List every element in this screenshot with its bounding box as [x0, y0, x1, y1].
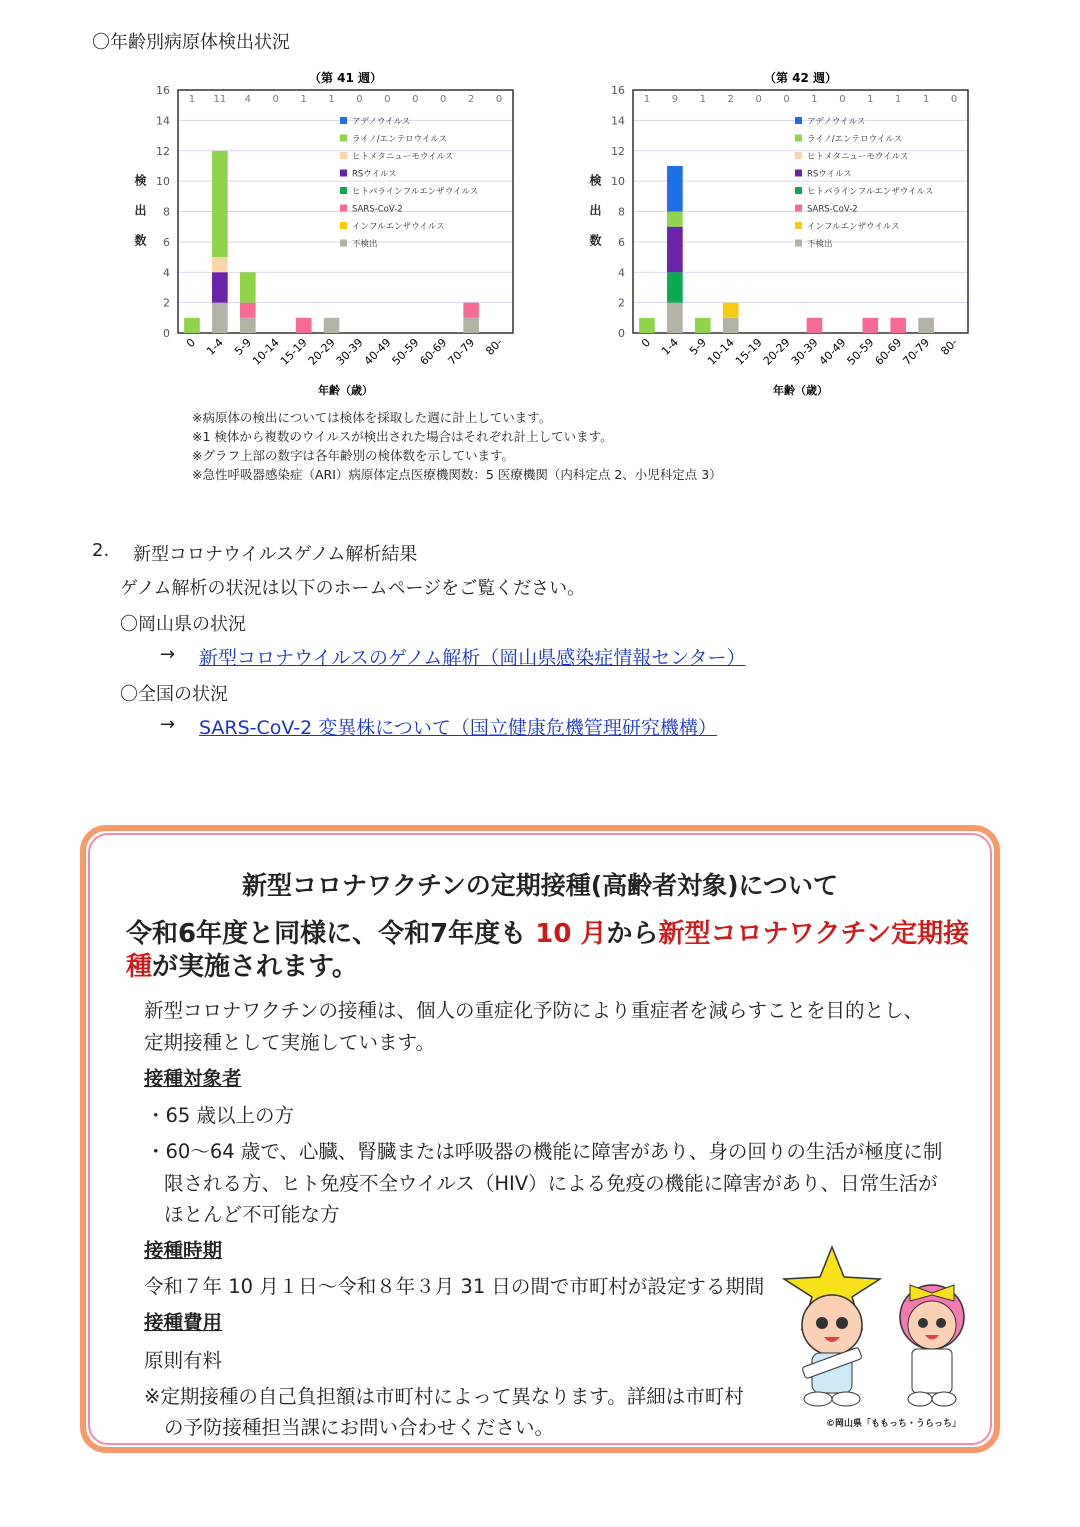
legend-swatch: [340, 222, 347, 229]
x-tick-label: 60-69: [417, 335, 450, 368]
specimen-count: 0: [839, 94, 846, 105]
bar-segment: [667, 272, 683, 302]
legend-label: 不検出: [352, 239, 378, 250]
y-tick-label: 16: [156, 84, 170, 97]
lead-month: 10 月: [535, 919, 607, 949]
desc: 新型コロナワクチンの接種は、個人の重症化予防により重症者を減らすことを目的とし、: [144, 999, 924, 1022]
legend-label: アデノウイルス: [352, 117, 411, 127]
bar-segment: [240, 272, 256, 302]
legend-label: ライノ/エンテロウイルス: [352, 134, 448, 145]
section2-number: 2.: [92, 540, 110, 561]
legend-label: SARS-CoV-2: [807, 204, 858, 215]
y-tick-label: 6: [618, 235, 625, 249]
legend-swatch: [340, 117, 347, 124]
legend-swatch: [795, 240, 802, 247]
x-tick-label: 1-4: [204, 335, 226, 358]
mascot-illustration: [782, 1245, 992, 1410]
specimen-count: 0: [783, 94, 790, 105]
legend-label: ヒトメタニューモウイルス: [352, 152, 454, 162]
national-variant-link[interactable]: SARS-CoV-2 変異株について（国立健康危機管理研究機構）: [199, 717, 717, 739]
okayama-genome-link[interactable]: 新型コロナウイルスのゲノム解析（岡山県感染症情報センター）: [199, 647, 746, 669]
legend-swatch: [340, 135, 347, 142]
arrow-icon: →: [160, 644, 176, 665]
lead-highlight: 新型コロナワクチン定期接種: [126, 919, 970, 982]
bar-segment: [240, 303, 256, 318]
y-tick-label: 4: [163, 266, 170, 280]
x-tick-label: 70-79: [445, 335, 478, 368]
vaccine-box-title: 新型コロナワクチンの定期接種(高齢者対象)について: [241, 871, 839, 900]
specimen-count: 1: [699, 94, 706, 105]
national-label: 〇全国の状況: [120, 684, 228, 705]
bar-segment: [212, 257, 228, 272]
legend-swatch: [340, 152, 347, 159]
chart-week41: [130, 68, 570, 398]
specimen-count: 0: [356, 94, 363, 105]
bar-segment: [240, 318, 256, 333]
x-tick-label: 80-: [938, 335, 961, 358]
section-heading: 〇年齢別病原体検出状況: [92, 32, 290, 53]
legend-label: アデノウイルス: [807, 117, 866, 127]
y-tick-label: 8: [163, 205, 170, 219]
section2-intro: ゲノム解析の状況は以下のホームページをご覧ください。: [120, 578, 586, 599]
bar-segment: [723, 303, 739, 318]
legend-swatch: [340, 170, 347, 177]
specimen-count: 1: [300, 94, 307, 105]
bar-segment: [807, 318, 823, 333]
specimen-count: 2: [467, 94, 475, 105]
note: ※急性呼吸器感染症（ARI）病原体定点医療機関数：5 医療機関（内科定点 2、小児科定点 3）: [192, 467, 722, 482]
vaccine-lead: [126, 918, 976, 984]
target-item: ・65 歳以上の方: [146, 1104, 295, 1127]
y-tick-label: 0: [618, 327, 625, 340]
x-tick-label: 30-39: [333, 335, 366, 368]
legend-swatch: [795, 152, 802, 159]
legend-swatch: [340, 187, 347, 194]
desc: 定期接種として実施しています。: [144, 1031, 435, 1054]
x-tick-label: 15-19: [277, 335, 310, 368]
lead-text: が実施されます。: [152, 952, 358, 982]
bar-segment: [212, 303, 228, 333]
specimen-count: 2: [727, 94, 734, 105]
bar-segment: [890, 318, 906, 333]
legend-label: 不検出: [807, 239, 833, 250]
y-tick-label: 10: [611, 175, 625, 189]
y-axis-label: 検出数: [588, 174, 602, 264]
y-tick-label: 8: [618, 205, 625, 219]
legend-swatch: [795, 205, 802, 212]
y-tick-label: 4: [618, 266, 625, 280]
legend-swatch: [795, 187, 802, 194]
bar-segment: [463, 303, 479, 318]
period-heading: 接種時期: [144, 1239, 223, 1262]
x-tick-label: 80-: [483, 335, 506, 358]
specimen-count: 1: [922, 94, 930, 105]
x-tick-label: 15-19: [732, 335, 765, 368]
x-tick-label: 5-9: [232, 335, 254, 358]
bar-segment: [324, 318, 340, 333]
bar-segment: [667, 212, 683, 227]
x-tick-label: 30-39: [788, 335, 821, 368]
x-tick-label: 60-69: [872, 335, 905, 368]
section2-title: 新型コロナウイルスゲノム解析結果: [133, 544, 418, 565]
x-tick-label: 70-79: [900, 335, 933, 368]
lead-text: 令和6年度と同様に、令和7年度も: [126, 919, 536, 949]
arrow-icon: →: [160, 714, 176, 735]
specimen-count: 1: [867, 94, 874, 105]
x-axis-label: 年齢（歳）: [318, 384, 373, 397]
x-tick-label: 1-4: [659, 335, 681, 358]
y-tick-label: 10: [156, 175, 170, 189]
x-tick-label: 10-14: [250, 335, 282, 368]
y-tick-label: 14: [611, 114, 625, 128]
specimen-count: 0: [384, 94, 391, 105]
specimen-count: 0: [495, 94, 503, 105]
mascot-credit: ©岡山県「ももっち・うらっち」: [826, 1419, 962, 1429]
bar-segment: [667, 227, 683, 273]
specimen-count: 1: [895, 94, 902, 105]
bar-segment: [463, 318, 479, 333]
legend-label: SARS-CoV-2: [352, 204, 403, 215]
specimen-count: 1: [811, 94, 818, 105]
y-tick-label: 12: [156, 144, 170, 158]
y-tick-label: 16: [611, 84, 625, 97]
chart-title: （第 41 週）: [308, 71, 383, 85]
chart-week42: [585, 68, 1025, 398]
specimen-count: 11: [213, 94, 227, 105]
x-tick-label: 10-14: [705, 335, 737, 368]
x-tick-label: 40-49: [816, 335, 849, 368]
period: 令和７年 10 月１日～令和８年３月 31 日の間で市町村が設定する期間: [144, 1275, 765, 1298]
cost-heading: 接種費用: [144, 1311, 223, 1334]
y-tick-label: 0: [163, 327, 170, 340]
legend-label: インフルエンザウイルス: [352, 222, 445, 232]
cost-note: の予防接種担当課にお問い合わせください。: [164, 1416, 555, 1439]
y-tick-label: 2: [163, 296, 170, 310]
legend-swatch: [340, 205, 347, 212]
legend-label: ヒトパラインフルエンザウイルス: [352, 187, 479, 197]
legend-swatch: [795, 117, 802, 124]
x-tick-label: 0: [183, 335, 199, 351]
bar-segment: [667, 166, 683, 212]
target-item: 限される方、ヒト免疫不全ウイルス（HIV）による免疫の機能に障害があり、日常生活が: [164, 1172, 938, 1195]
note: ※病原体の検出については検体を採取した週に計上しています。: [192, 410, 552, 425]
legend-swatch: [340, 240, 347, 247]
y-tick-label: 6: [163, 235, 170, 249]
bar-segment: [296, 318, 312, 333]
target-item: ほとんど不可能な方: [164, 1203, 340, 1226]
target-item: ・60～64 歳で、心臓、腎臓または呼吸器の機能に障害があり、身の回りの生活が極度に制: [146, 1140, 943, 1163]
bar-segment: [862, 318, 878, 333]
bar-segment: [918, 318, 934, 333]
legend-label: RSウイルス: [807, 169, 852, 180]
specimen-count: 0: [950, 94, 958, 105]
x-tick-label: 50-59: [844, 335, 877, 368]
y-tick-label: 2: [618, 296, 625, 310]
x-tick-label: 0: [638, 335, 654, 351]
x-tick-label: 20-29: [760, 335, 793, 368]
chart-notes: [192, 408, 722, 484]
bar-segment: [723, 318, 739, 333]
note: ※グラフ上部の数字は各年齢別の検体数を示しています。: [192, 448, 514, 463]
y-tick-label: 14: [156, 114, 170, 128]
okayama-label: 〇岡山県の状況: [120, 614, 246, 635]
bar-segment: [184, 318, 200, 333]
specimen-count: 0: [755, 94, 762, 105]
specimen-count: 1: [188, 94, 196, 105]
cost: 原則有料: [144, 1349, 223, 1372]
x-tick-label: 20-29: [305, 335, 338, 368]
legend-label: ライノ/エンテロウイルス: [807, 134, 903, 145]
x-axis-label: 年齢（歳）: [773, 384, 828, 397]
bar-segment: [667, 303, 683, 333]
chart-title: （第 42 週）: [763, 71, 838, 85]
x-tick-label: 50-59: [389, 335, 422, 368]
y-axis-label: 検出数: [133, 174, 147, 264]
specimen-count: 9: [671, 94, 679, 105]
legend-swatch: [795, 170, 802, 177]
specimen-count: 0: [412, 94, 419, 105]
cost-note: ※定期接種の自己負担額は市町村によって異なります。詳細は市町村: [144, 1385, 744, 1408]
specimen-count: 0: [440, 94, 447, 105]
specimen-count: 0: [272, 94, 279, 105]
bar-segment: [639, 318, 655, 333]
x-tick-label: 5-9: [687, 335, 709, 358]
bar-segment: [212, 272, 228, 302]
legend-swatch: [795, 222, 802, 229]
specimen-count: 4: [244, 94, 251, 105]
bar-segment: [695, 318, 711, 333]
legend-label: RSウイルス: [352, 169, 397, 180]
specimen-count: 1: [643, 94, 651, 105]
legend-label: インフルエンザウイルス: [807, 222, 900, 232]
legend-label: ヒトパラインフルエンザウイルス: [807, 187, 934, 197]
bar-segment: [212, 151, 228, 257]
lead-text: から: [606, 919, 659, 949]
target-heading: 接種対象者: [144, 1067, 242, 1090]
specimen-count: 1: [328, 94, 335, 105]
legend-swatch: [795, 135, 802, 142]
legend-label: ヒトメタニューモウイルス: [807, 152, 909, 162]
x-tick-label: 40-49: [361, 335, 394, 368]
note: ※1 検体から複数のウイルスが検出された場合はそれぞれ計上しています。: [192, 429, 613, 444]
y-tick-label: 12: [611, 144, 625, 158]
